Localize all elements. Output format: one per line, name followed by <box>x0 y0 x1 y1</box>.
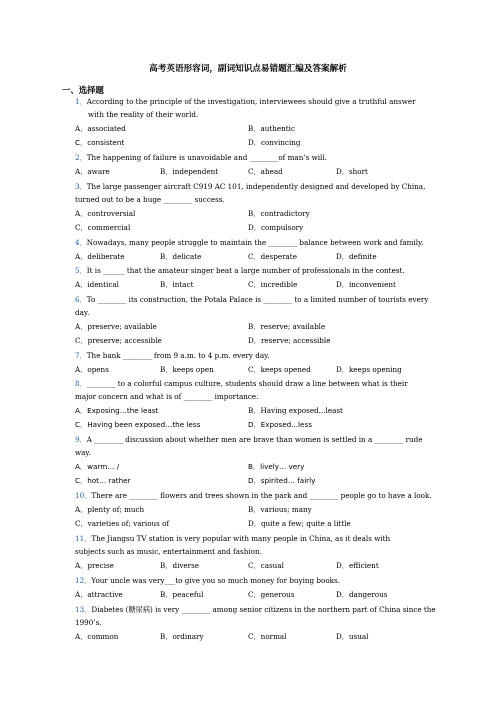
option-b: B．ordinary <box>160 632 204 641</box>
question-number: 5． <box>75 266 87 275</box>
option-a: A．plenty of; much <box>75 505 145 514</box>
question-6 <box>75 295 428 304</box>
option-d: D．short <box>336 167 368 176</box>
section-heading: 一、选择题 <box>62 85 104 95</box>
question-text: There are ________ flowers and trees shown in the park and ________ people go to have a look. <box>91 491 432 500</box>
question-2 <box>75 153 327 162</box>
question-text-cont: 1990’s. <box>75 618 102 627</box>
question-number: 12． <box>75 576 92 585</box>
option-b: B．keeps open <box>160 365 214 374</box>
question-13 <box>75 605 436 614</box>
question-text: The large passenger aircraft C919 AC 101, independently designed and developed by China, <box>86 182 426 191</box>
question-text: According to the principle of the investigation, interviewees should give a truthful answer <box>86 97 416 106</box>
option-d: D．spirited… fairly <box>248 476 316 485</box>
option-c: C．preserve; accessible <box>75 336 162 345</box>
question-text: The bank ________ from 9 a.m. to 4 p.m. every day. <box>86 351 270 360</box>
option-b: B．lively… very <box>248 462 305 471</box>
option-a: A．Exposing…the least <box>75 406 159 415</box>
question-number: 10． <box>75 491 92 500</box>
option-d: D．convincing <box>248 138 301 147</box>
question-number: 3． <box>75 182 87 191</box>
question-8 <box>75 379 408 388</box>
option-a: A．preserve; available <box>75 322 157 331</box>
question-11 <box>75 534 390 543</box>
option-b: B．peaceful <box>160 590 204 599</box>
option-a: A．identical <box>75 280 119 289</box>
option-c: C．varieties of; various of <box>75 519 170 528</box>
option-c: C．normal <box>248 632 287 641</box>
question-10 <box>75 491 432 500</box>
option-b: B．delicate <box>160 252 202 261</box>
question-text: The happening of failure is unavoidable and ________of man’s will. <box>86 153 327 162</box>
option-d: D．efficient <box>336 561 379 570</box>
option-b: B．independent <box>160 167 219 176</box>
option-a: A．associated <box>75 124 126 133</box>
option-d: D．quite a few; quite a little <box>248 519 351 528</box>
option-d: D．usual <box>336 632 369 641</box>
question-text-cont: subjects such as music, entertainment and fashion. <box>75 547 262 556</box>
option-a: A．attractive <box>75 590 123 599</box>
option-c: C．commercial <box>75 223 131 232</box>
question-text-cont: way. <box>75 448 91 457</box>
question-text: ________ to a colorful campus culture, students should draw a line between what is their <box>86 379 408 388</box>
option-d: D．keeps opening <box>336 365 402 374</box>
option-c: C．hot… rather <box>75 476 131 485</box>
question-text: The Jiangsu TV station is very popular with many people in China, as it deals with <box>91 534 391 543</box>
option-b: B．diverse <box>160 561 200 570</box>
question-number: 4． <box>75 238 87 247</box>
option-d: D．reserve; accessible <box>248 336 331 345</box>
option-d: D．Exposed...less <box>248 420 312 429</box>
option-a: A．deliberate <box>75 252 125 261</box>
question-text: Nowadays, many people struggle to maintain the ________ balance between work and family. <box>86 238 424 247</box>
option-b: B．authentic <box>248 124 295 133</box>
option-b: B．intact <box>160 280 194 289</box>
option-b: B．various; many <box>248 505 312 514</box>
option-c: C．consistent <box>75 138 125 147</box>
option-a: A．controversial <box>75 209 136 218</box>
option-c: C．ahead <box>248 167 283 176</box>
option-b: B．contradictory <box>248 209 310 218</box>
question-number: 6． <box>75 295 87 304</box>
question-text-cont: major concern and what is of ________ importance. <box>75 392 259 401</box>
question-text: A ________ discussion about whether men are brave than women is settled in a ________ rude <box>86 435 423 444</box>
option-a: A．aware <box>75 167 110 176</box>
option-d: D．compulsory <box>248 223 304 232</box>
question-9 <box>75 435 422 444</box>
question-number: 13． <box>75 605 92 614</box>
question-text: Your uncle was very___to give you so much money for buying books. <box>91 576 341 585</box>
question-12 <box>75 576 340 585</box>
option-c: C．generous <box>248 590 295 599</box>
question-5 <box>75 266 405 275</box>
question-7 <box>75 351 270 360</box>
question-number: 11． <box>75 534 92 543</box>
question-number: 8． <box>75 379 87 388</box>
page-title: 高考英语形容词，副词知识点易错题汇编及答案解析 <box>149 64 347 74</box>
question-1 <box>75 97 416 106</box>
option-a: A．precise <box>75 561 114 570</box>
option-a: A．common <box>75 632 119 641</box>
question-text-cont: turned out to be a huge ________ success. <box>75 195 225 204</box>
option-b: B．reserve; available <box>248 322 326 331</box>
option-d: D．inconvenient <box>336 280 396 289</box>
question-text-cont: day. <box>75 308 90 317</box>
question-text-cont: with the reality of their world. <box>88 110 199 119</box>
question-number: 1． <box>75 97 87 106</box>
question-number: 2． <box>75 153 87 162</box>
option-d: D．definite <box>336 252 377 261</box>
option-c: C．incredible <box>248 280 298 289</box>
option-c: C．casual <box>248 561 284 570</box>
question-4 <box>75 238 424 247</box>
option-a: A．warm… / <box>75 462 120 471</box>
question-number: 9． <box>75 435 87 444</box>
question-number: 7． <box>75 351 87 360</box>
option-c: C．keeps opened <box>248 365 311 374</box>
option-c: C．desperate <box>248 252 297 261</box>
option-a: A．opens <box>75 365 109 374</box>
option-d: D．dangerous <box>336 590 388 599</box>
option-b: B．Having exposed...least <box>248 406 343 415</box>
question-text: To ________ its construction, the Potala Palace is ________ to a limited number of tourists every <box>86 295 429 304</box>
option-c: C．Having been exposed…the less <box>75 420 201 429</box>
question-text: Diabetes (糖尿病) is very ________ among senior citizens in the northern part of China since the <box>91 605 436 614</box>
question-text: It is ______ that the amateur singer beat a large number of professionals in the contest. <box>86 266 405 275</box>
question-3 <box>75 182 425 191</box>
